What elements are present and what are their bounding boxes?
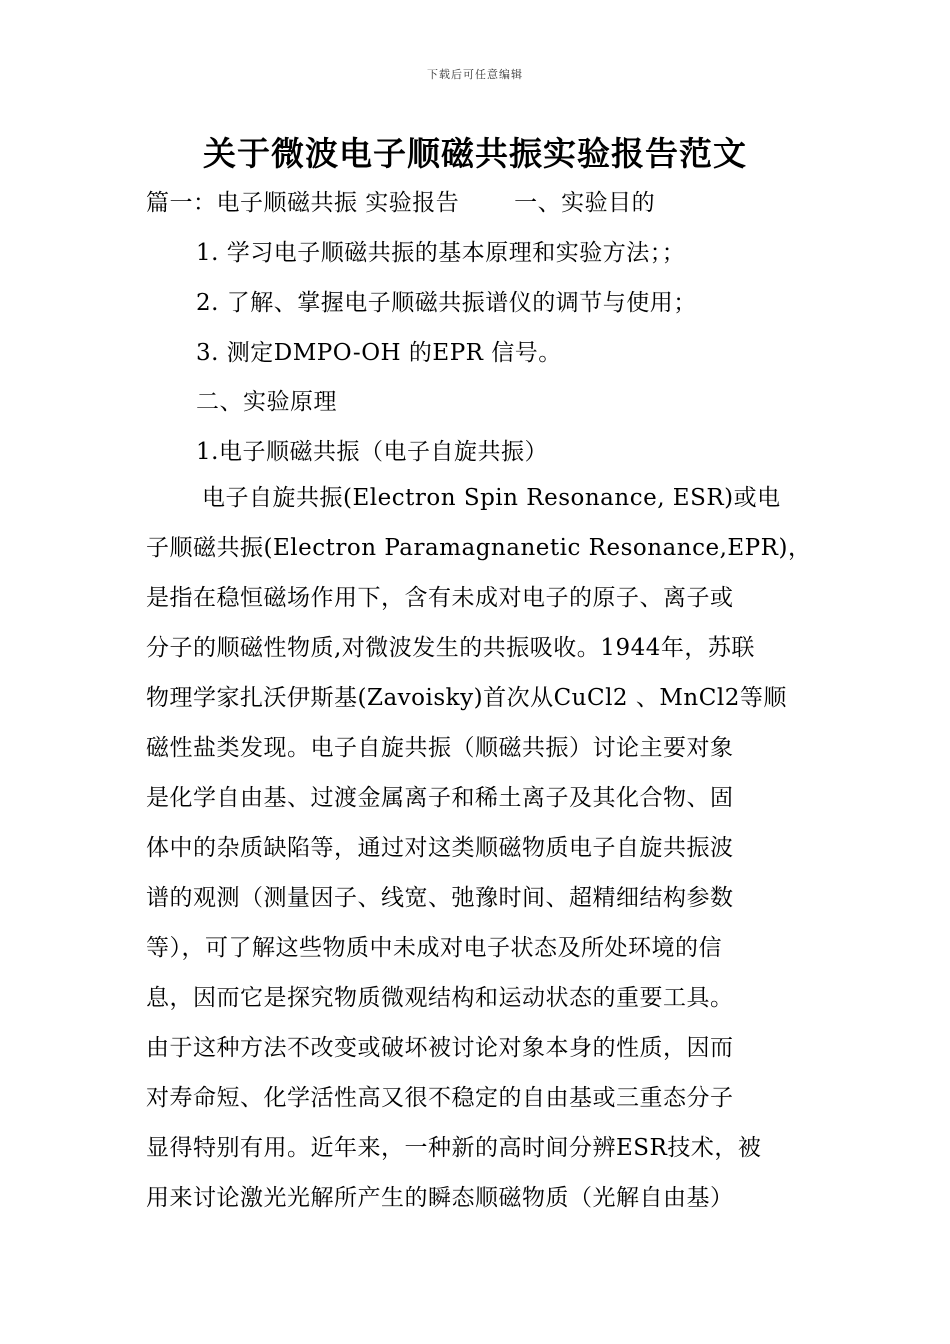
paragraph-line: 体中的杂质缺陷等，通过对这类顺磁物质电子自旋共振波 [146, 835, 734, 861]
paragraph-line: 物理学家扎沃伊斯基(Zavoisky)首次从CuCl2 、MnCl2等顺 [146, 685, 787, 711]
paragraph-line: 显得特别有用。近年来，一种新的高时间分辨ESR技术，被 [146, 1135, 762, 1161]
paragraph-line: 电子自旋共振(Electron Spin Resonance, ESR)或电 [202, 485, 781, 511]
page-header-note: 下载后可任意编辑 [427, 68, 523, 81]
body-paragraph [146, 478, 810, 1228]
intro-line: 篇一：电子顺磁共振 实验报告 一、实验目的 [146, 190, 656, 216]
subsection-heading-epr: 1.电子顺磁共振（电子自旋共振） [196, 439, 548, 465]
objective-item-2: 2. 了解、掌握电子顺磁共振谱仪的调节与使用； [196, 290, 697, 316]
paragraph-line: 磁性盐类发现。电子自旋共振（顺磁共振）讨论主要对象 [146, 735, 734, 761]
paragraph-line: 是指在稳恒磁场作用下，含有未成对电子的原子、离子或 [146, 585, 734, 611]
paragraph-line: 子顺磁共振(Electron Paramagnanetic Resonance,EPR)， [146, 535, 812, 561]
objective-item-3: 3. 测定DMPO-OH 的EPR 信号。 [196, 340, 562, 366]
paragraph-line: 分子的顺磁性物质,对微波发生的共振吸收。1944年，苏联 [146, 635, 755, 661]
objective-item-1: 1. 学习电子顺磁共振的基本原理和实验方法；； [196, 240, 686, 266]
paragraph-line: 由于这种方法不改变或破坏被讨论对象本身的性质，因而 [146, 1035, 734, 1061]
paragraph-line: 息，因而它是探究物质微观结构和运动状态的重要工具。 [146, 985, 734, 1011]
paragraph-line: 是化学自由基、过渡金属离子和稀土离子及其化合物、固 [146, 785, 734, 811]
paragraph-line: 对寿命短、化学活性高又很不稳定的自由基或三重态分子 [146, 1085, 734, 1111]
paragraph-line: 谱的观测（测量因子、线宽、弛豫时间、超精细结构参数 [146, 885, 734, 911]
document-title: 关于微波电子顺磁共振实验报告范文 [203, 134, 747, 173]
paragraph-line: 等），可了解这些物质中未成对电子状态及所处环境的信 [146, 935, 722, 961]
paragraph-line: 用来讨论激光光解所产生的瞬态顺磁物质（光解自由基） [146, 1185, 734, 1211]
section-heading-principle: 二、实验原理 [196, 389, 337, 415]
